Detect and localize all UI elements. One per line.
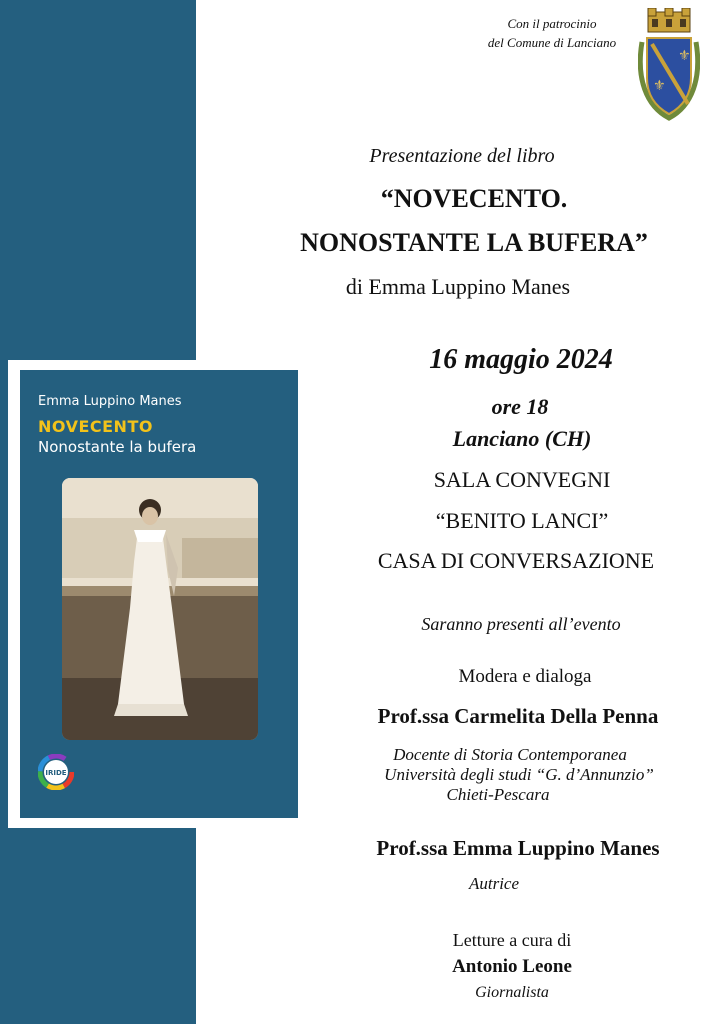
book-cover	[20, 370, 298, 818]
author-role: Autrice	[468, 874, 520, 893]
moderator-desc-1: Docente di Storia Contemporanea	[393, 745, 627, 764]
svg-text:⚜: ⚜	[678, 48, 691, 64]
reader-role: Giornalista	[475, 984, 549, 1001]
event-date: 16 maggio 2024	[429, 344, 613, 375]
venue-line-2: “BENITO LANCI”	[435, 508, 609, 533]
woman-portrait-image	[62, 478, 258, 740]
patronage-text	[472, 14, 632, 52]
cover-author: Emma Luppino Manes	[38, 394, 182, 409]
cover-subtitle: Nonostante la bufera	[38, 438, 197, 456]
lanciano-coat-of-arms-icon	[638, 8, 700, 124]
moderator-desc-2: Università degli studi “G. d’Annunzio”	[384, 765, 654, 784]
cover-title: NOVECENTO	[38, 417, 153, 436]
readings-intro: Letture a cura di	[452, 930, 572, 950]
book-author: di Emma Luppino Manes	[345, 274, 571, 299]
moderator-name: Prof.ssa Carmelita Della Penna	[377, 704, 659, 728]
venue-line-3: CASA DI CONVERSAZIONE	[377, 548, 655, 573]
moderator-desc-3: Chieti-Pescara	[446, 785, 550, 804]
venue-line-1: SALA CONVEGNI	[433, 467, 611, 492]
patronage-line-1: Con il patrocinio	[507, 16, 597, 31]
speakers-intro: Saranno presenti all’evento	[421, 614, 621, 634]
publisher-logo-text: IRIDE	[45, 769, 67, 777]
intro-text: Presentazione del libro	[369, 145, 555, 167]
book-title-line-1: “NOVECENTO.	[380, 184, 568, 213]
book-title-line-2: NONOSTANTE LA BUFERA”	[300, 228, 648, 257]
cover-photo	[62, 478, 258, 740]
event-time: ore 18	[491, 394, 549, 419]
event-city: Lanciano (CH)	[452, 426, 592, 451]
publisher-logo-icon	[38, 754, 74, 790]
patronage-line-2: del Comune di Lanciano	[487, 35, 617, 50]
author-name: Prof.ssa Emma Luppino Manes	[376, 836, 660, 860]
svg-text:⚜: ⚜	[653, 78, 666, 94]
moderator-role: Modera e dialoga	[458, 666, 592, 687]
reader-name: Antonio Leone	[452, 956, 572, 977]
